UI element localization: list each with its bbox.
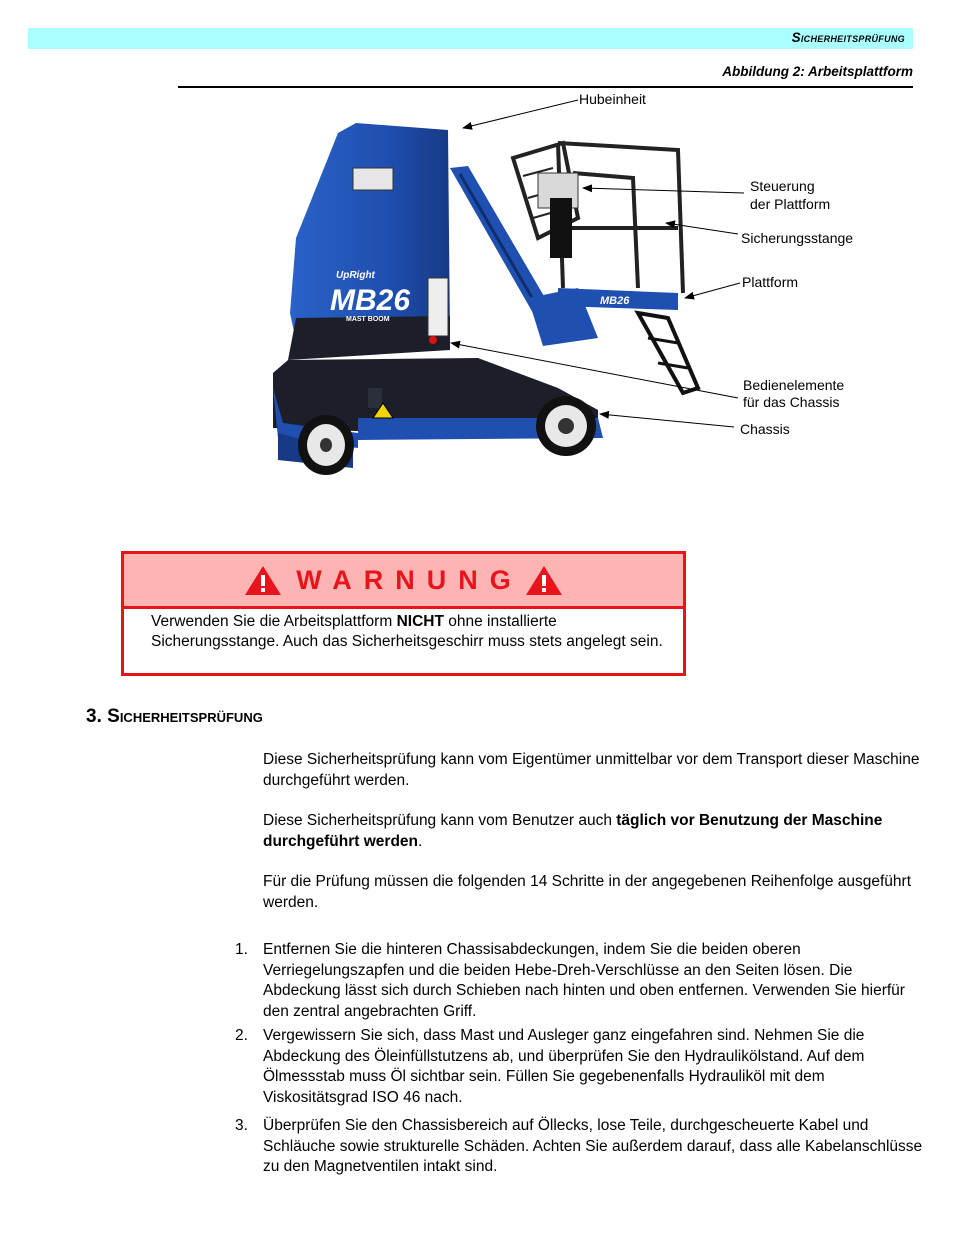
rear-wheel <box>298 415 354 475</box>
list-item-number: 2. <box>235 1027 248 1044</box>
paragraph-3: Für die Prüfung müssen die folgenden 14 Schritte in der angegebenen Reihenfolge ausgeführt werden. <box>263 873 912 911</box>
model-label: MB26 <box>330 284 411 317</box>
brand-label: UpRight <box>336 270 375 281</box>
list-item-text: Vergewissern Sie sich, dass Mast und Ausleger ganz eingefahren sind. Nehmen Sie die Abdeckung des Öleinfüllstutzens ab, und überprüfen Sie den Hydraulikölstand. Auf dem Ölmessstab muss Öl sichtbar sein. Füllen Sie gegebenenfalls Hydrauliköl mit dem Viskositätsgrad ISO 46 nach. <box>263 1027 865 1106</box>
platform-model-label: MB26 <box>600 295 630 307</box>
paragraph-2-emphasis: täglich vor Benutzung der Maschine durchgeführt werden <box>263 812 883 850</box>
warning-triangle-icon <box>244 564 282 596</box>
figure-mast-boom-lift <box>178 88 913 488</box>
callout-bedien-2: für das Chassis <box>743 394 840 410</box>
mast-boom-lift-illustration <box>178 88 913 488</box>
callout-chassis: Chassis <box>740 421 790 437</box>
warning-box <box>121 551 686 676</box>
list-item-number: 3. <box>235 1117 248 1134</box>
list-item-text: Überprüfen Sie den Chassisbereich auf Öllecks, lose Teile, durchgescheuerte Kabel und Schläuche sowie strukturelle Schäden. Achten Sie außerdem darauf, dass alle Kabelanschlüsse zu den Magnetventilen intakt sind. <box>263 1117 923 1175</box>
list-item-text: Entfernen Sie die hinteren Chassisabdeckungen, indem Sie die beiden oberen Verriegelungszapfen und die beiden Hebe-Dreh-Verschlüsse an den Seiten lösen. Die Abdeckung lässt sich durch Schieben nach hinten und oben entfernen. Verwenden Sie hierfür den zentral angebrachten Griff. <box>263 941 905 1020</box>
running-header <box>28 28 913 49</box>
mast-lift-unit <box>288 123 450 360</box>
paragraph-1: Diese Sicherheitsprüfung kann vom Eigentümer unmittelbar vor dem Transport dieser Maschine durchgeführt werden. <box>263 751 920 789</box>
warning-title: WARNUNG <box>296 564 523 595</box>
warning-text: Verwenden Sie die Arbeitsplattform NICHT ohne installierte Sicherungsstange. Auch das Sicherheitsgeschirr muss stets angelegt sein. <box>151 613 663 650</box>
callout-steuerung-1: Steuerung <box>750 178 815 194</box>
warning-emphasis: NICHT <box>396 613 444 630</box>
model-sublabel: MAST BOOM <box>346 316 390 323</box>
running-header-title: Sicherheitsprüfung <box>791 30 905 45</box>
list-item-number: 1. <box>235 941 248 958</box>
paragraph-2: Diese Sicherheitsprüfung kann vom Benutzer auch täglich vor Benutzung der Maschine durchgeführt werden. <box>263 812 883 850</box>
callout-steuerung-2: der Plattform <box>750 196 831 212</box>
warning-triangle-icon <box>525 564 563 596</box>
callout-bedien-1: Bedienelemente <box>743 377 845 393</box>
platform-assembly <box>513 143 698 393</box>
callout-plattform: Plattform <box>742 274 799 290</box>
callout-sicherungsstange: Sicherungsstange <box>741 230 854 246</box>
figure-caption: Abbildung 2: Arbeitsplattform <box>722 64 913 79</box>
section-heading: 3. Sicherheitsprüfung <box>86 706 263 727</box>
front-wheel <box>536 396 596 456</box>
callout-hubeinheit: Hubeinheit <box>579 91 646 107</box>
warning-header <box>124 554 683 609</box>
